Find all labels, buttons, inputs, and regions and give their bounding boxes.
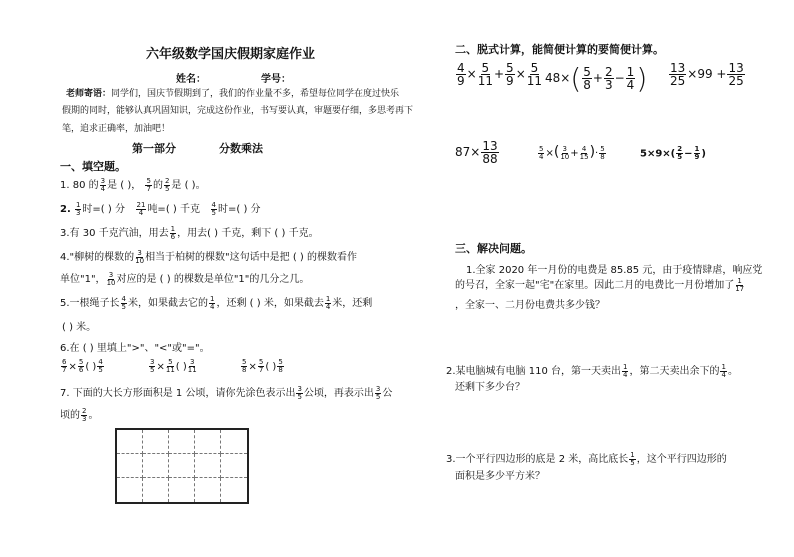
grid-cell[interactable]	[195, 478, 221, 502]
calc-3: $\frac{13}{25}$ ×99 + $\frac{13}{25}$	[670, 61, 744, 88]
grid-cell[interactable]	[221, 478, 247, 502]
question-7-line2: 顷的 $\frac{2}{3}$ 。	[60, 406, 99, 423]
name-label: 姓名：	[176, 74, 206, 85]
problem-3-line2: 面积是多少平方米？	[455, 471, 545, 482]
part-title: 第一部分	[132, 142, 176, 155]
problem-1-line1: 1.全家 2020 年一月份的电费是 85.85 元，由于疫情肆虐，响应党	[466, 265, 763, 276]
compare-item-3: $\frac{5}{8}$ × $\frac{5}{7}$ ( ) $\frac{5}{8}$	[242, 358, 283, 374]
problem-2-line1: 2.某电脑城有电脑 110 台，第一天卖出 $\frac{1}{4}$ ，第二天卖出余下的 $\frac{1}{4}$ 。	[446, 362, 738, 379]
problem-1-line2: 的号召，全家一起"宅"在家里。因此二月的电费比一月份增加了 $\frac{1}{17}$	[455, 276, 745, 293]
grid-cell[interactable]	[143, 478, 169, 502]
question-4-line1: 4."柳树的棵数的 $\frac{3}{10}$ 相当于柏树的棵数"这句话中是把 ( ) 的棵数看作	[60, 248, 358, 265]
calc-1: $\frac{4}{9}$ × $\frac{5}{11}$ + $\frac{5}{9}$ × $\frac{5}{11}$	[457, 61, 543, 88]
grid-cell[interactable]	[117, 454, 143, 478]
question-4-line2: 单位"1"， $\frac{3}{10}$ 对应的是 ( ) 的棵数是单位"1"的几分之几。	[60, 270, 310, 287]
section3-heading: 三、解决问题。	[455, 242, 532, 255]
grid-cell[interactable]	[117, 478, 143, 502]
calc-2: 48×( $\frac{5}{8}$ + $\frac{2}{3}$ − $\frac{1}{4}$ )	[545, 62, 648, 95]
teacher-note-line3: 笔，追求正确率，加油吧！	[62, 124, 171, 134]
calc-4: 87× $\frac{13}{88}$	[455, 139, 498, 166]
question-5-line2: ( ) 米。	[62, 322, 97, 333]
part-subtitle: 分数乘法	[219, 142, 263, 155]
problem-2-line2: 还剩下多少台？	[455, 382, 525, 393]
problem-3-line1: 3.一个平行四边形的底是 2 米，高比底长 $\frac{1}{5}$ ，这个平行四边形的	[446, 450, 727, 467]
hectare-grid[interactable]	[115, 428, 249, 504]
grid-cell[interactable]	[143, 454, 169, 478]
page-title: 六年级数学国庆假期家庭作业	[146, 47, 316, 62]
grid-cell[interactable]	[117, 430, 143, 454]
question-1: 1. 80 的 $\frac{3}{4}$ 是 ( )， $\frac{5}{7}$ 的 $\frac{2}{5}$ 是 ( )。	[60, 176, 206, 193]
calc-6: 5×9×( $\frac{2}{5}$ − $\frac{1}{9}$ )	[640, 145, 706, 161]
grid-cell[interactable]	[195, 430, 221, 454]
grid-cell[interactable]	[169, 430, 195, 454]
compare-item-1: $\frac{6}{7}$ × $\frac{5}{6}$ ( ) $\frac{4}{5}$	[62, 358, 103, 374]
question-5-line1: 5.一根绳子长 $\frac{4}{5}$ 米，如果截去它的 $\frac{1}{4}$ ，还剩 ( ) 米，如果截去 $\frac{1}{4}$ 米，还剩	[60, 294, 373, 311]
question-2: 2. $\frac{1}{3}$ 时=( ) 分 $\frac{21}{4}$ 吨=( ) 千克 $\frac{4}{5}$ 时=( ) 分	[60, 200, 261, 217]
question-7-line1: 7. 下面的大长方形面积是 1 公顷，请你先涂色表示出 $\frac{3}{5}$ 公顷，再表示出 $\frac{3}{5}$ 公	[60, 384, 393, 401]
section2-heading: 二、脱式计算，能简便计算的要简便计算。	[455, 43, 664, 56]
grid-cell[interactable]	[169, 478, 195, 502]
question-3: 3.有 30 千克汽油，用去 $\frac{1}{6}$ ，用去( ) 千克，剩下 ( ) 千克。	[60, 224, 319, 241]
grid-cell[interactable]	[143, 430, 169, 454]
section1-heading: 一、填空题。	[60, 160, 126, 173]
compare-item-2: $\frac{3}{5}$ × $\frac{5}{11}$ ( ) $\frac{3}{11}$	[150, 358, 197, 374]
grid-cell[interactable]	[195, 454, 221, 478]
teacher-note-line2: 假期的同时，能够认真巩固知识，完成这份作业，书写要认真，审题要仔细，多思考再下	[62, 106, 414, 116]
id-label: 学号：	[261, 74, 291, 85]
question-6: 6.在 ( ) 里填上">"、"<"或"="。	[60, 343, 210, 354]
grid-cell[interactable]	[221, 430, 247, 454]
grid-cell[interactable]	[169, 454, 195, 478]
teacher-note-line1: 老师寄语：同学们，国庆节假期到了，我们的作业量不多，希望每位同学在度过快乐	[66, 89, 400, 99]
grid-cell[interactable]	[221, 454, 247, 478]
problem-1-line3: ，全家一、二月份电费共多少钱？	[455, 300, 605, 311]
calc-5: $\frac{5}{4}$ ×( $\frac{3}{10}$ + $\frac{4}{15}$ )· $\frac{5}{8}$	[539, 144, 605, 161]
